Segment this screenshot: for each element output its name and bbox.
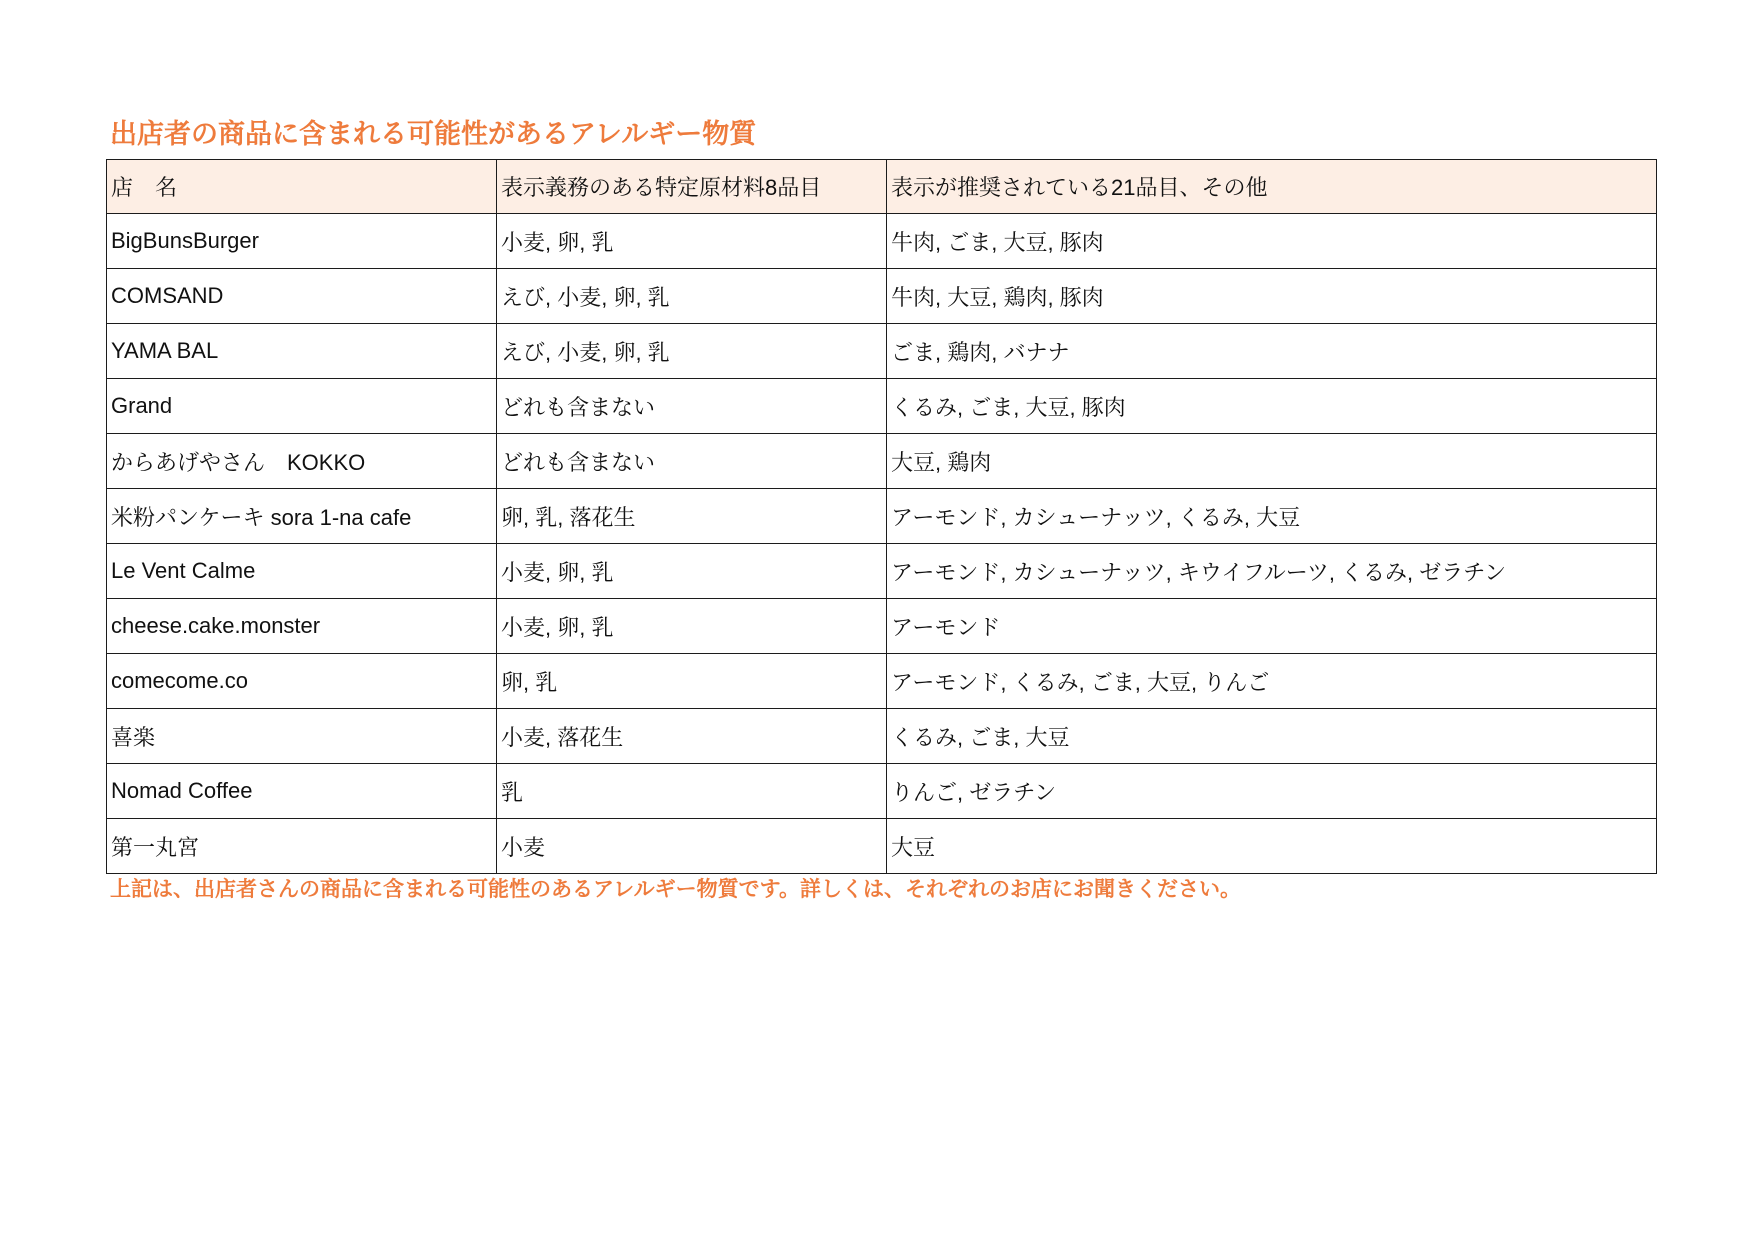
mandatory-allergens-cell: 小麦, 落花生 <box>497 709 887 764</box>
table-row <box>107 269 1657 324</box>
recommended-allergens-cell: 大豆 <box>887 819 1657 874</box>
footer-note: 上記は、出店者さんの商品に含まれる可能性のあるアレルギー物質です。詳しくは、それぞれのお店にお聞きください。 <box>110 878 1241 901</box>
store-name-cell: 喜楽 <box>107 709 497 764</box>
mandatory-allergens-cell: 乳 <box>497 764 887 819</box>
table-row <box>107 599 1657 654</box>
recommended-allergens-cell: アーモンド, カシューナッツ, くるみ, 大豆 <box>887 489 1657 544</box>
store-name-cell: 第一丸宮 <box>107 819 497 874</box>
mandatory-allergens-cell: 卵, 乳, 落花生 <box>497 489 887 544</box>
mandatory-allergens-cell: えび, 小麦, 卵, 乳 <box>497 269 887 324</box>
table-row <box>107 434 1657 489</box>
table-row <box>107 379 1657 434</box>
table-header-row <box>107 160 1657 214</box>
store-name-cell: BigBunsBurger <box>107 214 497 269</box>
store-name-cell: からあげやさん KOKKO <box>107 434 497 489</box>
table-row <box>107 324 1657 379</box>
table-row <box>107 819 1657 874</box>
recommended-allergens-cell: りんご, ゼラチン <box>887 764 1657 819</box>
mandatory-allergens-cell: 小麦, 卵, 乳 <box>497 599 887 654</box>
column-header-store-name: 店 名 <box>107 160 497 214</box>
store-name-cell: COMSAND <box>107 269 497 324</box>
store-name-cell: Nomad Coffee <box>107 764 497 819</box>
store-name-cell: Le Vent Calme <box>107 544 497 599</box>
store-name-cell: cheese.cake.monster <box>107 599 497 654</box>
recommended-allergens-cell: 牛肉, 大豆, 鶏肉, 豚肉 <box>887 269 1657 324</box>
store-name-cell: YAMA BAL <box>107 324 497 379</box>
mandatory-allergens-cell: どれも含まない <box>497 434 887 489</box>
mandatory-allergens-cell: 小麦 <box>497 819 887 874</box>
column-header-mandatory-allergens: 表示義務のある特定原材料8品目 <box>497 160 887 214</box>
recommended-allergens-cell: くるみ, ごま, 大豆, 豚肉 <box>887 379 1657 434</box>
recommended-allergens-cell: アーモンド, くるみ, ごま, 大豆, りんご <box>887 654 1657 709</box>
table-row <box>107 489 1657 544</box>
allergen-table <box>106 159 1657 874</box>
recommended-allergens-cell: アーモンド <box>887 599 1657 654</box>
table-row <box>107 654 1657 709</box>
mandatory-allergens-cell: えび, 小麦, 卵, 乳 <box>497 324 887 379</box>
recommended-allergens-cell: 牛肉, ごま, 大豆, 豚肉 <box>887 214 1657 269</box>
store-name-cell: 米粉パンケーキ sora 1-na cafe <box>107 489 497 544</box>
recommended-allergens-cell: くるみ, ごま, 大豆 <box>887 709 1657 764</box>
mandatory-allergens-cell: 小麦, 卵, 乳 <box>497 544 887 599</box>
table-row <box>107 544 1657 599</box>
recommended-allergens-cell: 大豆, 鶏肉 <box>887 434 1657 489</box>
table-row <box>107 709 1657 764</box>
recommended-allergens-cell: アーモンド, カシューナッツ, キウイフルーツ, くるみ, ゼラチン <box>887 544 1657 599</box>
store-name-cell: Grand <box>107 379 497 434</box>
mandatory-allergens-cell: どれも含まない <box>497 379 887 434</box>
page-title: 出店者の商品に含まれる可能性があるアレルギー物質 <box>110 119 757 149</box>
table-row <box>107 214 1657 269</box>
mandatory-allergens-cell: 小麦, 卵, 乳 <box>497 214 887 269</box>
store-name-cell: comecome.co <box>107 654 497 709</box>
column-header-recommended-allergens: 表示が推奨されている21品目、その他 <box>887 160 1657 214</box>
recommended-allergens-cell: ごま, 鶏肉, バナナ <box>887 324 1657 379</box>
mandatory-allergens-cell: 卵, 乳 <box>497 654 887 709</box>
table-row <box>107 764 1657 819</box>
